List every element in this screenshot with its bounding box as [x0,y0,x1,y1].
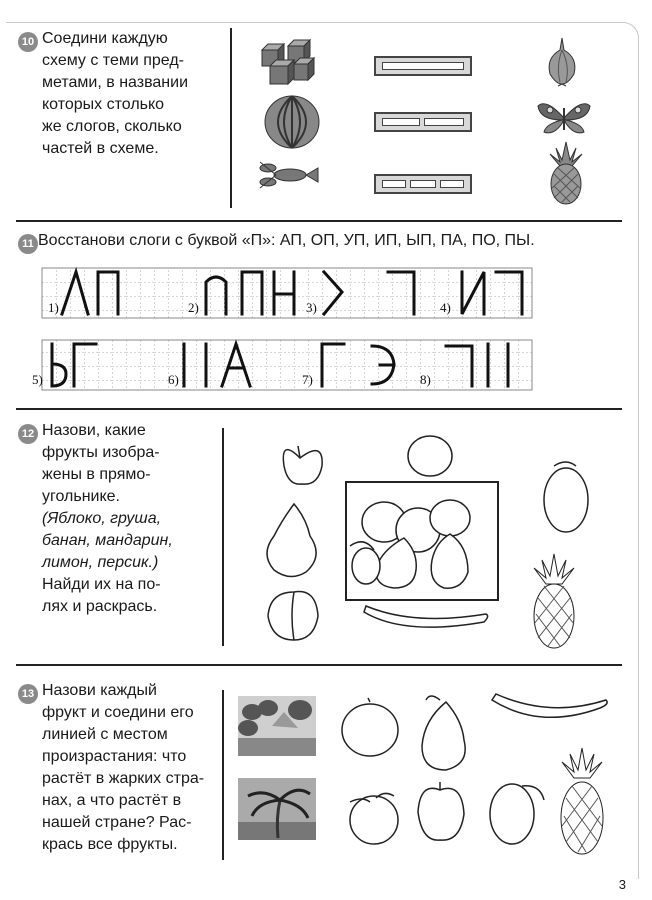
task-13-line: фрукт и соедини его [42,704,194,721]
grid-label: 2) [188,300,199,315]
watermelon-icon [262,94,322,150]
task-10-text [42,28,188,160]
pear-icon [267,504,316,577]
task-13-line: крась все фрукты. [42,836,178,853]
onion-icon [542,36,582,86]
task-12-line: лимон, персик.) [42,554,159,571]
mandarin-icon [408,436,452,476]
apple-icon [283,450,322,485]
task-12-line: жены в прямо- [42,466,151,483]
task-13-line: нашей стране? Рас- [42,814,192,831]
syllable-grids [32,268,612,390]
task-13-line: растёт в жарких стра- [42,770,205,787]
peach-icon [350,796,398,844]
task-number-11: 11 [18,234,38,254]
grid-label: 7) [302,372,313,387]
butterfly-icon [536,98,592,138]
task-12-line: (Яблоко, груша, [42,510,162,527]
divider [222,428,224,646]
mandarin-icon [342,704,398,756]
lemon-icon [490,784,534,844]
task-12-line: Найди их на по- [42,576,161,593]
task-13-text [42,680,204,856]
task-10-line: же слогов, сколько [42,118,182,135]
grid-label: 4) [440,300,451,315]
task-10-line: схему с теми пред- [42,52,184,69]
pineapple-icon [561,748,603,854]
section-divider [16,220,622,222]
task-10-line: частей в схеме. [42,140,159,157]
task-13-line: Назови каждый [42,682,157,699]
pineapple-icon [546,140,586,206]
divider [222,690,224,860]
task-10-line: которых столько [42,96,165,113]
task-10-line: Соедини каждую [42,30,168,47]
syllable-diagram-2 [374,112,472,132]
banana-icon [492,694,607,717]
grid-label: 3) [306,300,317,315]
forest-landscape-icon [238,696,316,756]
pear-icon [422,702,465,770]
section-divider [16,408,622,410]
task-13-line: произрастания: что [42,748,187,765]
lemon-icon [544,468,588,532]
fruits-illustration [254,426,594,656]
fruits-row-illustration [330,690,626,860]
banana-icon [364,606,488,627]
task-12-line: лях и раскрась. [42,598,158,615]
task-number-10: 10 [18,32,38,52]
task-13-line: линией с местом [42,726,168,743]
task-12-text [42,420,173,618]
apple-icon [418,788,464,840]
crayfish-icon [256,158,322,192]
grid-label: 5) [32,372,43,387]
syllable-diagram-1 [374,56,472,76]
cubes-icon [258,36,318,86]
task-12-line: банан, мандарин, [42,532,173,549]
palm-landscape-icon [238,778,316,840]
task-12-line: угольнике. [42,488,120,505]
syllable-diagram-3 [374,174,472,194]
task-11-text: Восстанови слоги с буквой «П»: АП, ОП, УП, ИП, ЫП, ПА, ПО, ПЫ. [38,232,535,249]
task-13-line: нах, а что растёт в [42,792,182,809]
task-number-12: 12 [18,424,38,444]
task-10-line: метами, в названии [42,74,189,91]
grid-label: 6) [168,372,179,387]
divider [230,28,232,208]
grid-label: 1) [48,300,59,315]
task-number-13: 13 [18,684,38,704]
task-12-line: Назови, какие [42,422,146,439]
section-divider [16,664,622,666]
page-number: 3 [618,877,626,892]
grid-label: 8) [420,372,431,387]
task-12-line: фрукты изобра- [42,444,160,461]
pineapple-icon [534,554,574,648]
